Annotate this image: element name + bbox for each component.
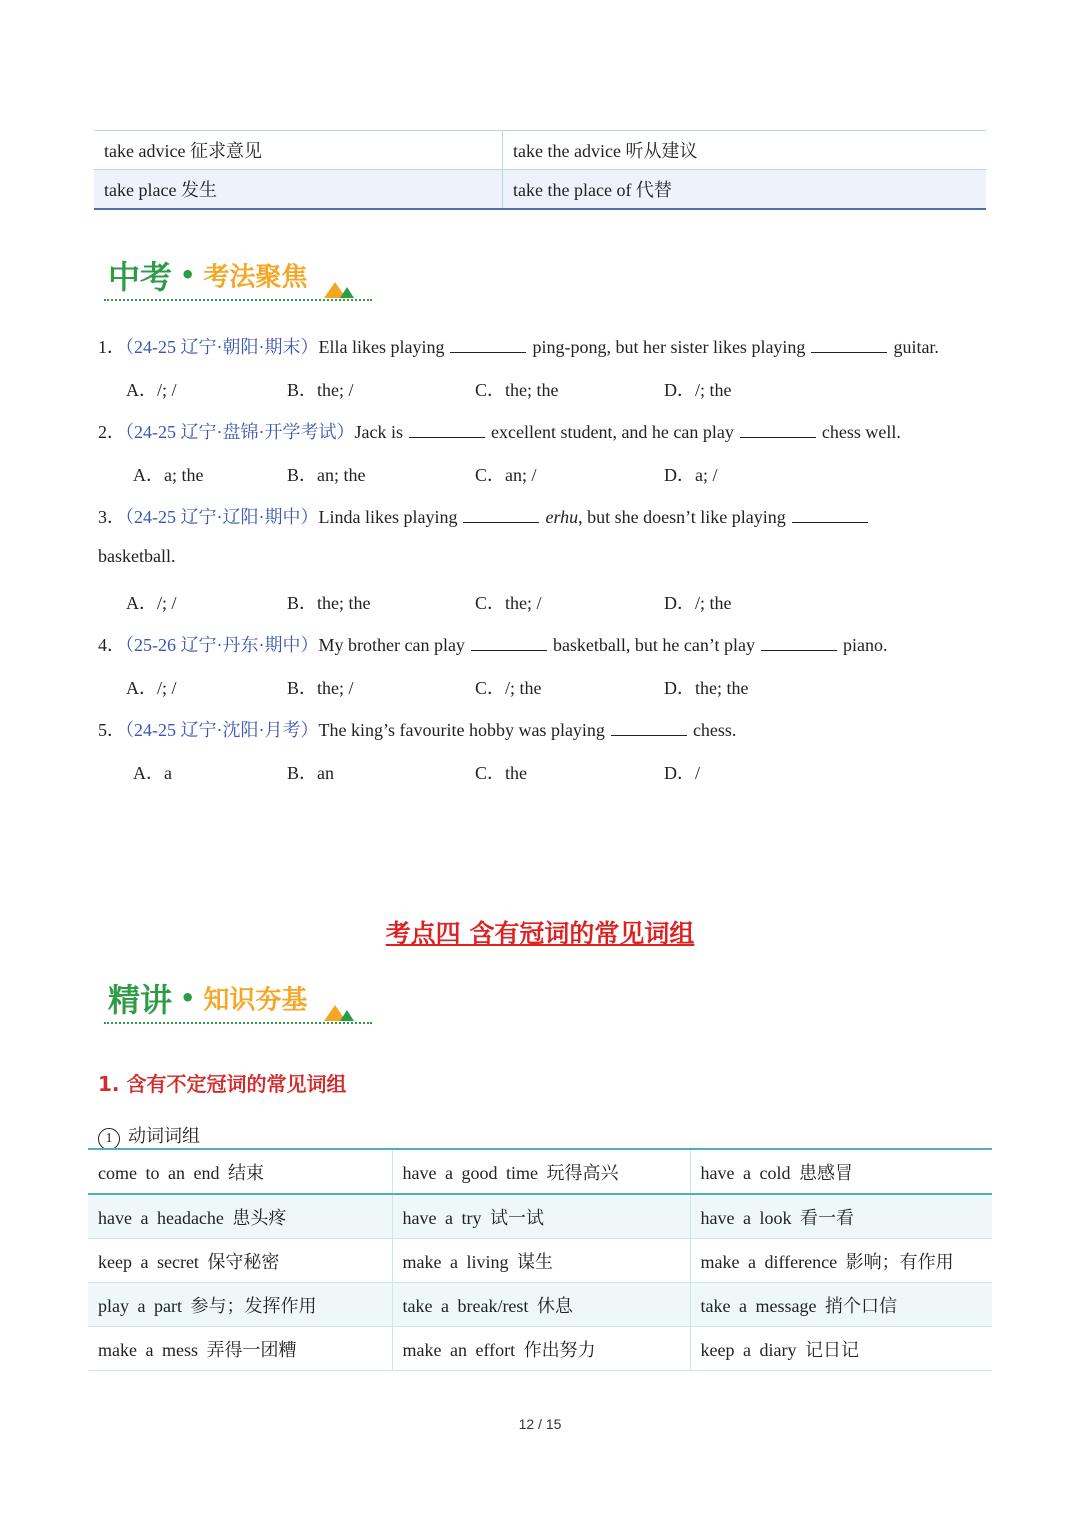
question-text: chess well. [821, 422, 901, 442]
table-cell: play a part 参与；发挥作用 [88, 1283, 392, 1327]
option-d: D．the; the [664, 678, 749, 698]
answer-blank [792, 506, 868, 523]
table-cell: take a message 捎个口信 [690, 1283, 992, 1327]
table-row [94, 131, 986, 170]
table-cell: have a look 看一看 [690, 1194, 992, 1239]
table-cell: take advice 征求意见 [94, 131, 503, 170]
question-1 [98, 333, 939, 359]
table-row [88, 1149, 992, 1194]
option-c: C．the [475, 763, 527, 783]
section-heading-knowledge [108, 975, 307, 1023]
question-number: 5． [98, 720, 125, 740]
answer-blank [471, 634, 547, 651]
phrase-table [88, 1148, 992, 1371]
section-heading-left: 精讲 [108, 981, 173, 1019]
table-cell: keep a diary 记日记 [690, 1327, 992, 1371]
table-cell: take the place of 代替 [503, 170, 987, 210]
question-source: （24-25 辽宁·朝阳·期末） [125, 337, 319, 357]
question-2 [98, 418, 901, 444]
answer-blank [450, 336, 526, 353]
section-heading-dot: • [180, 984, 196, 1012]
question-number: 2． [98, 422, 125, 442]
option-b: B．the; / [287, 678, 354, 698]
question-source: （24-25 辽宁·沈阳·月考） [125, 720, 319, 740]
section-underline [104, 299, 372, 301]
question-text: piano. [843, 635, 888, 655]
mountain-small-icon [340, 287, 354, 298]
question-text: My brother can play [318, 635, 465, 655]
table-cell: take place 发生 [94, 170, 503, 210]
section-heading-dot: • [180, 261, 196, 289]
option-d: D．/; the [664, 593, 732, 613]
question-4 [98, 631, 888, 657]
question-text: Linda likes playing [318, 507, 458, 527]
option-c: C．the; / [475, 593, 542, 613]
table-cell: make a mess 弄得一团糟 [88, 1327, 392, 1371]
table-cell: have a try 试一试 [392, 1194, 690, 1239]
table-cell: take a break/rest 休息 [392, 1283, 690, 1327]
topic-title: 考点四 含有冠词的常见词组 [385, 919, 695, 948]
mountain-small-icon [340, 1010, 354, 1021]
question-number: 4． [98, 635, 125, 655]
table-cell: keep a secret 保守秘密 [88, 1239, 392, 1283]
option-c: C．the; the [475, 380, 559, 400]
option-b: B．an [287, 763, 334, 783]
question-number: 3． [98, 507, 125, 527]
table-row [94, 170, 986, 210]
question-source: （24-25 辽宁·盘锦·开学考试） [125, 422, 355, 442]
subheading: 1. 含有不定冠词的常见词组 [98, 1072, 347, 1096]
question-text: Jack is [354, 422, 403, 442]
page-number: 12 / 15 [518, 1416, 562, 1432]
table-row [88, 1327, 992, 1371]
section-heading-left: 中考 [108, 258, 173, 296]
section-heading-right: 知识夯基 [203, 985, 308, 1016]
table-row [88, 1239, 992, 1283]
table-cell: make an effort 作出努力 [392, 1327, 690, 1371]
question-text-italic: erhu [545, 507, 579, 527]
category-label [98, 1122, 200, 1150]
table-cell: take the advice 听从建议 [503, 131, 987, 170]
question-3-continuation: basketball. [98, 546, 176, 566]
question-text: Ella likes playing [318, 337, 445, 357]
question-5 [98, 716, 736, 742]
question-text: guitar. [893, 337, 939, 357]
top-phrase-table [94, 130, 986, 210]
table-cell: make a living 谋生 [392, 1239, 690, 1283]
option-d: D．/ [664, 763, 700, 783]
table-cell: come to an end 结束 [88, 1149, 392, 1194]
option-d: D．a; / [664, 465, 718, 485]
section-heading-exam-focus [108, 252, 307, 300]
option-d: D．/; the [664, 380, 732, 400]
table-cell: make a difference 影响；有作用 [690, 1239, 992, 1283]
answer-blank [463, 506, 539, 523]
option-a: A．/; / [126, 593, 177, 613]
question-text: chess. [692, 720, 737, 740]
question-source: （25-26 辽宁·丹东·期中） [125, 635, 319, 655]
section-underline [104, 1022, 372, 1024]
question-text: The king’s favourite hobby was playing [318, 720, 605, 740]
table-cell: have a good time 玩得高兴 [392, 1149, 690, 1194]
answer-blank [740, 421, 816, 438]
answer-blank [611, 719, 687, 736]
table-row [88, 1194, 992, 1239]
question-text: , but she doesn’t like playing [578, 507, 786, 527]
question-3 [98, 503, 874, 529]
option-b: B．an; the [287, 465, 366, 485]
option-a: A．/; / [126, 380, 177, 400]
question-text: ping-pong, but her sister likes playing [532, 337, 806, 357]
option-c: C．/; the [475, 678, 542, 698]
category-label-text: 动词词组 [128, 1126, 200, 1146]
answer-blank [409, 421, 485, 438]
question-number: 1． [98, 337, 125, 357]
circled-number: 1 [98, 1128, 120, 1150]
option-a: A．a [133, 763, 172, 783]
option-a: A．/; / [126, 678, 177, 698]
option-b: B．the; the [287, 593, 371, 613]
option-a: A．a; the [133, 465, 204, 485]
section-heading-right: 考法聚焦 [203, 262, 308, 293]
question-source: （24-25 辽宁·辽阳·期中） [125, 507, 319, 527]
option-b: B．the; / [287, 380, 354, 400]
table-cell: have a cold 患感冒 [690, 1149, 992, 1194]
question-text: excellent student, and he can play [490, 422, 734, 442]
option-c: C．an; / [475, 465, 537, 485]
answer-blank [811, 336, 887, 353]
question-text: basketball, but he can’t play [552, 635, 756, 655]
table-row [88, 1283, 992, 1327]
table-cell: have a headache 患头疼 [88, 1194, 392, 1239]
answer-blank [761, 634, 837, 651]
